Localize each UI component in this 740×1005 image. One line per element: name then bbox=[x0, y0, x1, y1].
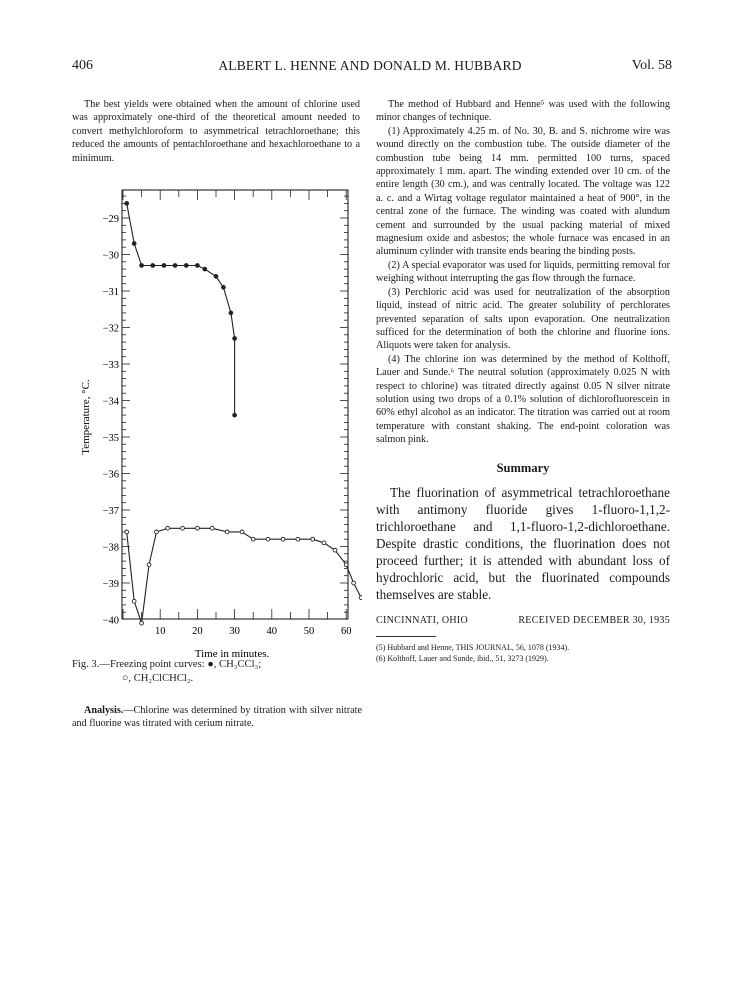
open-data-point bbox=[251, 537, 255, 541]
x-axis-label: Time in minutes. bbox=[194, 648, 270, 658]
freezing-point-chart bbox=[72, 182, 362, 658]
paragraph-method: The method of Hubbard and Henne⁵ was used with the following minor changes of technique. bbox=[376, 99, 670, 124]
open-data-point bbox=[266, 537, 270, 541]
open-data-point bbox=[181, 526, 185, 530]
x-tick-label: 40 bbox=[266, 626, 278, 637]
received-date: RECEIVED DECEMBER 30, 1935 bbox=[518, 614, 670, 626]
x-tick-label: 30 bbox=[229, 626, 240, 637]
filled-data-point bbox=[125, 202, 129, 206]
open-data-point bbox=[322, 541, 326, 545]
y-tick-label: −31 bbox=[102, 287, 119, 298]
y-tick-label: −30 bbox=[102, 250, 119, 262]
open-data-point bbox=[225, 530, 229, 534]
open-data-point bbox=[352, 581, 356, 585]
filled-data-point bbox=[196, 264, 200, 268]
left-column bbox=[72, 98, 360, 165]
volume-label: Vol. 58 bbox=[631, 58, 672, 73]
filled-data-point bbox=[229, 311, 233, 315]
summary-paragraph: The fluorination of asymmetrical tetrachloroethane with antimony fluoride gives 1-fluoro-1,1,2-trichloroethane and 1,1-fluoro-1,2-dichloroethane. Despite drastic conditions, the fluorination does not proceed further; it is attended with abundant loss of hydrochloric acid, but the fluorinated compounds themselves are stable. bbox=[376, 484, 670, 602]
filled-data-point bbox=[162, 264, 166, 268]
page-number: 406 bbox=[72, 58, 93, 73]
analysis-lead: Analysis. bbox=[84, 705, 124, 716]
open-data-point bbox=[155, 530, 159, 534]
figure-caption bbox=[72, 658, 362, 686]
x-tick-label: 60 bbox=[340, 626, 352, 637]
y-tick-label: −38 bbox=[102, 542, 119, 554]
running-title: ALBERT L. HENNE AND DONALD M. HUBBARD bbox=[218, 58, 522, 73]
open-data-point bbox=[166, 526, 170, 530]
filled-data-point bbox=[203, 267, 207, 271]
caption-line-1: Fig. 3.—Freezing point curves: ●, CH₃CCl₃; bbox=[72, 659, 262, 670]
y-tick-label: −34 bbox=[102, 396, 119, 408]
open-data-point bbox=[311, 537, 315, 541]
paragraph-step-4: (4) The chlorine ion was determined by the method of Kolthoff, Lauer and Sunde.⁶ The neutral solution (approximately 0.025 N with respect to chlorine) was titrated directly against 0.05 N silver nitrate solution using two drops of a 0.1% solution of dichlorofluorescein in 60% ethyl alcohol as an indicator. The titration was carried out at room temperature with constant shaking. The end-point coloration was salmon pink. bbox=[376, 353, 670, 446]
y-tick-label: −35 bbox=[102, 433, 119, 444]
filled-data-point bbox=[140, 264, 144, 268]
series-line-1 bbox=[127, 203, 235, 415]
open-data-point bbox=[281, 537, 285, 541]
open-data-point bbox=[125, 530, 129, 534]
open-data-point bbox=[132, 599, 136, 603]
analysis-paragraph bbox=[72, 704, 362, 731]
filled-data-point bbox=[184, 264, 188, 268]
y-tick-label: −39 bbox=[102, 579, 119, 590]
filled-data-point bbox=[132, 242, 136, 246]
y-tick-label: −40 bbox=[102, 615, 119, 627]
y-tick-label: −33 bbox=[102, 360, 119, 371]
analysis-text: —Chlorine was determined by titration with silver nitrate and fluorine was titrated with cerium nitrate. bbox=[72, 705, 362, 730]
footnote-6: (6) Kolthoff, Lauer and Sunde, ibid., 51, 3273 (1929). bbox=[376, 653, 549, 663]
y-tick-label: −29 bbox=[102, 214, 119, 225]
signature-row bbox=[376, 615, 670, 626]
x-tick-label: 10 bbox=[154, 626, 166, 637]
open-data-point bbox=[240, 530, 244, 534]
paragraph-step-1: (1) Approximately 4.25 m. of No. 30, B. and S. nichrome wire was wound directly on the combustion tube. The outside diameter of the combustion tube being 14 mm. permitted 100 turns, spaced approximately 1 mm. apart. The winding extended over 10 cm. of the entire length (30 cm.), and was centrally located. The voltage was 122 a. c. and a Wirtag voltage regulator maintained a heat of 900°, in the central zone of the furnace. The winding was coated with alundum cement and surrounded by the usual packing material of mixed magnesium oxide and asbestos; the whole furnace was encased in an aluminum cylinder with transite ends bearing the binding posts. bbox=[376, 125, 670, 258]
y-axis-label: Temperature, °C. bbox=[80, 379, 92, 455]
filled-data-point bbox=[151, 264, 155, 268]
filled-data-point bbox=[233, 337, 237, 341]
chart-tick-labels bbox=[103, 214, 352, 637]
x-tick-label: 20 bbox=[192, 626, 203, 637]
y-tick-label: −32 bbox=[102, 323, 119, 335]
filled-data-point bbox=[233, 413, 237, 417]
footnote-rule bbox=[376, 636, 436, 637]
paragraph-step-2: (2) A special evaporator was used for liquids, permitting removal for weighing without interrupting the gas flow through the furnace. bbox=[376, 259, 670, 285]
open-data-point bbox=[344, 563, 348, 567]
y-tick-label: −37 bbox=[102, 506, 119, 517]
caption-line-2: ○, CH₂ClCHCl₂. bbox=[122, 673, 194, 684]
summary-heading: Summary bbox=[496, 460, 550, 475]
right-column bbox=[376, 98, 670, 664]
paragraph-step-3: (3) Perchloric acid was used for neutralization of the absorption liquid, instead of nitric acid. The greater solubility of perchlorates prevented separation of salts upon evaporation. One neutralization sufficed for the determination of both the chlorine and fluorine ions. Aliquots were taken for analysis. bbox=[376, 286, 670, 352]
footnote-5: (5) Hubbard and Henne, THIS JOURNAL, 56, 1078 (1934). bbox=[376, 642, 570, 652]
open-data-point bbox=[359, 596, 362, 600]
open-data-point bbox=[196, 526, 200, 530]
x-tick-label: 50 bbox=[303, 626, 315, 637]
filled-data-point bbox=[214, 275, 218, 279]
open-data-point bbox=[210, 526, 214, 530]
open-data-point bbox=[296, 537, 300, 541]
intro-paragraph: The best yields were obtained when the amount of chlorine used was approximately one-third of the theoretical amount needed to convert methylchloroform to asymmetrical tetrachloroethane; this reduced the amounts of pentachloroethane and hexachloroethane to a minimum. bbox=[72, 99, 360, 164]
y-tick-label: −36 bbox=[102, 469, 119, 481]
open-data-point bbox=[147, 563, 151, 567]
open-data-point bbox=[333, 548, 337, 552]
filled-data-point bbox=[222, 285, 226, 289]
location: CINCINNATI, OHIO bbox=[376, 614, 469, 626]
open-data-point bbox=[140, 621, 144, 625]
filled-data-point bbox=[173, 264, 177, 268]
